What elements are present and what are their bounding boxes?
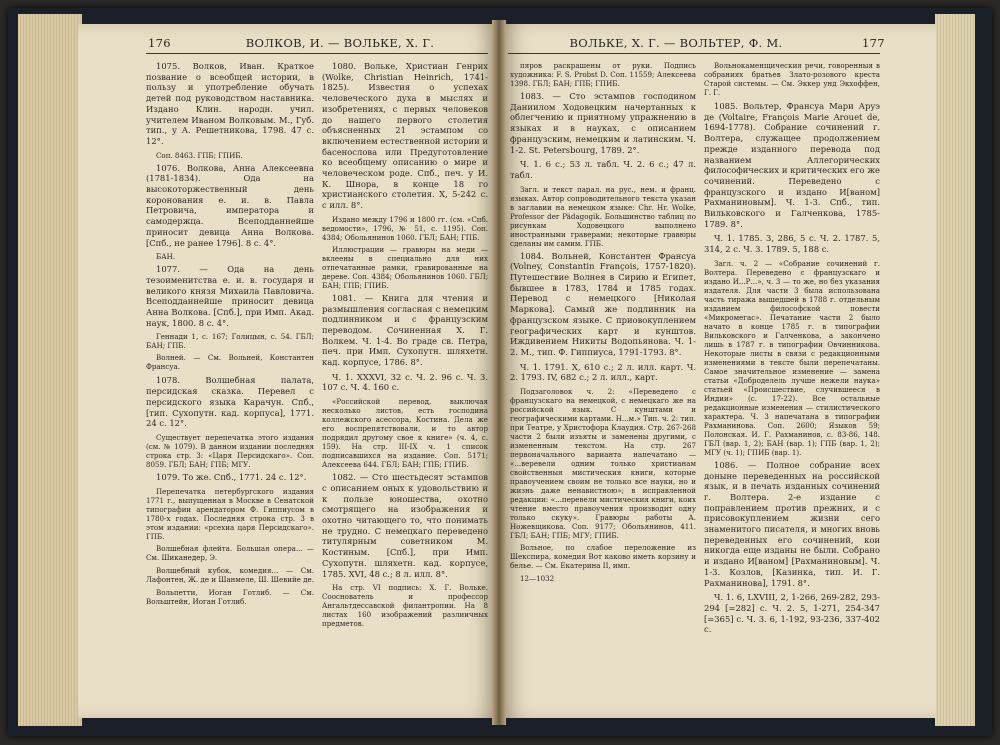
bibliographic-note: Подзаголовок ч. 2: «Переведено с французскаго на немецкой, с немецкаго же на российской язык. С кунштами и географическими картами. Н...м.» Тип. ч. 2: тип. при Театре, у Христофора Клаудия. Стр. 267-268 части 2 были изъяты и заменены другими, с измененным текстом. На стр. 267 первоначального варианта напечатано — «...веревели одним только христианам свойственныя мистическия книги, которые правоучением своим не только все науки, но и жизнь даже ненавистною»; в исправленной редакции: «...перевели мистическия книги, коих чтение вместо правоучения производит одну только скуку». Гравюры работы А. Ножевщикова. Соп. 9177; Обольянинов, 411. ГБЛ; БАН; ГПБ; МГУ; ГПИБ. [510, 387, 696, 541]
cross-reference: Волней. — См. Вольней, Константен Франсуа. [146, 353, 314, 372]
catalog-entry: Ч. 1. XXXVI, 32 с. Ч. 2. 96 с. Ч. 3. 107 с. Ч. 4. 160 с. [322, 371, 488, 393]
catalog-entry: 1076. Волкова, Анна Алексеевна (1781-1834). Ода на высокоторжественный день коронования е. и. в. Павла Петровича, императора и самодержца. Всеподданнейше приносит девица Анна Волкова. [Спб., не ранее 1796]. 8 с. 4°. [146, 162, 314, 248]
cross-reference: Вольпетти, Иоган Готлиб. — См. Вольштейн, Иоган Готлиб. [146, 587, 314, 606]
bibliographic-note: Издано между 1796 и 1800 гг. (см. «Спб. ведомости», 1796, № 51, с. 1195). Соп. 4384; Обольянинов 1060. ГБЛ; БАН; ГПБ. [322, 214, 488, 242]
bibliographic-note: Иллюстрации — гравюры на меди — вклеены в специально для них отпечатанные рамки, гравированные на дереве. Соп. 4384; Обольянинов 1060. ГБЛ; БАН; ГПБ; ГПИБ. [322, 244, 488, 290]
cross-reference: Вольнокаменщическия речи, говоренныя в собраниях братьев Злато-розового креста Старой системы. — См. Эккер унд Экхоффен, Г. Г. [704, 61, 880, 97]
catalog-entry: 1082. — Сто шестьдесят эстампов с описанием оных к удовольствию и к пользе юношества, охотно смотрящего на изображения и охотно читающего то, что понимать не трудно. С немецкаго переведено титулярным советником М. Костиным. [Спб.], при Имп. Сухопутн. шляхетн. кад. корпусе, 1785. XVI, 48 с.; 8 л. илл. 8°. [322, 472, 488, 579]
left-column-2 [322, 61, 488, 631]
bibliographic-note: Соп. 8463. ГПБ; ГПИБ. [156, 150, 243, 160]
catalog-entry: 1085. Вольтер, Франсуа Мари Аруэ де (Voltaire, François Marie Arouet de, 1694-1778). Собрание сочинений г. Волтера, служащее продолжением прежде изданного перевода под названием Аллегорических философических и критических его же сочинений. Переведено с французского и издано И[ваном] Рахманиновым]. Ч. 1-3. Спб., тип. Вильковского и Галченкова, 1785-1789. 8°. [704, 101, 880, 229]
catalog-entry: Ч. 1. 1785. 3, 286, 5 с. Ч. 2. 1787. 5, 314, 2 с. Ч. 3. 1789. 5, 188 с. [704, 233, 880, 255]
bibliographic-note: 12—1032 [520, 574, 555, 584]
bibliographic-note: Загл. ч. 2 — «Собрание сочинений г. Волтера. Переведено с французскаго и издано И...Р...», ч. 3 — то же, но без указания издателя. Для части 3 была использована часть тиража вышедшей в 1788 г. отдельным изданием философской повести «Микромегас». Печатание части 2 было начато в конце 1785 г. в типографии Вильковского и Галченкова, а закончено лишь в 1787 г. в типографии Овчинникова. Некоторые листы в связи с редакционными изменениями в тексте были перепечатаны. Самое значительное изменение — замена статьи «Доброделель лучше нежели наука» статьей «Происшествие, случившееся в Индии» (с. 17-22). Все остальные редакционные изменения — стилистического характера. Ч. 3 напечатана в типографии Рахманинова. Соп. 2600; Языков 59; Полонская. И. Г. Рахманинов, с. 83-86, 148. ГБЛ (вар. 1, 2); БАН (вар. 1); ГПБ (вар. 1, 2); МГУ (ч. 1); ГПИБ (вар. 1). [704, 258, 880, 457]
catalog-entry: 1079. То же. Спб., 1771. 24 с. 12°. [156, 471, 307, 482]
bibliographic-note: пяров раскрашены от руки. Подпись художника: F. S. Probst D. Соп. 11559; Алексеева 1398. ГБЛ; БАН; ГПБ; ГПИБ. [510, 61, 696, 88]
bibliographic-note: БАН. [156, 252, 176, 262]
book-gutter [492, 20, 506, 725]
catalog-entry: 1083. — Сто эстампов господином Даниилом Ходовецким начертанных к облегчению и приятному упражнению в языках и в науках, с описанием французским, немецким и латинским. Ч. 1-2. St. Petersbourg, 1789. 2°. [510, 91, 696, 155]
page-edges-right [935, 14, 975, 726]
bibliographic-note: Геннади 1, с. 167; Голицын, с. 54. ГБЛ; БАН; ГПБ. [146, 332, 314, 351]
catalog-entry: 1080. Вольке, Христиан Генрих (Wolke, Christian Heinrich, 1741-1825). Известия о успехах человеческого духа в мыслях и изобретениях, с первых человеков до нашего первого столетия объясненных 21 эстампом со включением естественной истории и басенослова или Предуготовление ко всеобщему описанию о мире и человеческом роде. Спб., печ. у И. К. Шнора, в конце 18 го христианского столетия. X, 5-242 с. с илл. 8°. [322, 61, 488, 211]
catalog-entry: 1078. Волшебная палата, персидская сказка. Перевел с персидского языка Карачун. Спб., [тип. Сухопутн. кад. корпуса], 1771. 24 с. 12°. [146, 375, 314, 429]
right-running-head: ВОЛЬКЕ, Х. Г. — ВОЛЬТЕР, Ф. М. [569, 36, 783, 50]
catalog-entry: 1077. — Ода на день тезоименитства е. и. в. государя и великого князя Михаила Павловича. Всеподданнейше приносит девица Анна Волкова. [Спб.], при Имп. Акад. наук, 1800. 8 с. 4°. [146, 264, 314, 328]
left-running-head: ВОЛКОВ, И. — ВОЛЬКЕ, Х. Г. [245, 36, 435, 50]
bibliographic-note: Загл. и текст парал. на рус., нем. и франц. языках. Автор сопроводительного текста указан в заглавии на немецком языке: Chr. Hr. Wolke, Professor der Pädagogik. Большинство таблиц по рисункам Ходовецкого выполнено иностранными граверами; некоторые гравюры сделаны им самим. ГПБ. [510, 184, 696, 248]
right-column-2 [704, 61, 880, 639]
catalog-entry: 1086. — Полное собрание всех доныне переведенных на российской язык, и в печать изданных сочинений г. Волтера. 2-е издание с поправлением против прежних, и с присовокуплением жизни сего знаменитого писателя, и многих вновь переведенных его сочинений, кои никогда еще изданы не были. Собрано и издано И[ваном] [Рахманиновым]. Ч. 1-3. Козлов, [Казинка, тип. И. Г. Рахманинова], 1791. 8°. [704, 459, 880, 588]
page-edges-left [18, 14, 82, 726]
cross-reference: Волшебная флейта. Большая опера... — См. Шиканедер, Э. [146, 543, 314, 562]
cross-reference: Вольное, по слабое переложение из Шекспира, комедия Вот каково иметь корзину и белье. — См. Екатерина II, имп. [510, 543, 696, 571]
catalog-entry: 1081. — Книга для чтения и размышления согласная с немецким подлинником и с французским переводом. Сочиненная Х. Г. Волкем. Ч. 1-4. Во граде св. Петра, печ. при Имп. Сухопутн. шляхетн. кад. корпусе, 1786. 8°. [322, 292, 488, 368]
bibliographic-note: Существует перепечатка этого издания (см. № 1079). В данном издании последняя строка стр. 3: «Царя Персидскаго». Соп. 8059. ГБЛ; БАН; ГПБ; МГУ. [146, 432, 314, 469]
right-page-number: 177 [862, 36, 885, 50]
bibliographic-note: На стр. VI подпись: Х. Г. Вольке. Сооснователь и профессор Ангальтдессавской филантропии. На 8 листах 160 изображений разлиичных предметов. [322, 583, 488, 629]
catalog-entry: Ч. 1. 6 с.; 53 л. табл. Ч. 2. 6 с.; 47 л. табл. [510, 159, 696, 180]
left-header-rule [146, 53, 488, 54]
left-column-1 [146, 61, 314, 610]
catalog-entry: Ч. 1. 6, LXVIII, 2, 1-266, 269-282, 293-294 [=282] с. Ч. 2. 5, 1-271, 254-347 [=365] с. Ч. 3. 6, 1-192, 93-236, 337-402 с. [704, 592, 880, 635]
cross-reference: Волшебный кубок, комедия... — См. Лафонтен, Ж. де и Шанмеле, Ш. Шевийе де. [146, 565, 314, 584]
bibliographic-note: «Российской перевод, выключая несколько листов, есть господина коллежского асессора, Костина. Дела же его воспрепятствовали, и то автор подрядил другому свое к книге» (ч. 4, с. 159). На стр. III-IX ч. 1 список подписавшихся на издание. Соп. 5171; Алексеева 644. ГБЛ; БАН; ГПБ; ГПИБ. [322, 397, 488, 470]
bibliographic-note: Перепечатка петербургского издания 1771 г., выпущенная в Москве в Сенатской типографии арендатором Ф. Гиппиусом в 1780-х годах. Последняя строка стр. 3 в этом издании: «рсехиа царя Персидскаго». ГПБ. [146, 486, 314, 541]
left-page-number: 176 [148, 36, 171, 50]
catalog-entry: 1084. Вольней, Константен Франсуа (Volney, Constantin François, 1757-1820). Путешествие Волнея в Сирию и Египет, бывшее в 1783, 1784 и 1785 годах. Перевод с немецкого [Николая Маркова]. Самый же подлинник на французском языке. С приовокуплением географических карт и кунштов. Иждивением Никиты Водопьянова. Ч. 1-2. М., тип. Ф. Гиппиуса, 1791-1793. 8°. [510, 250, 696, 357]
catalog-entry: Ч. 1. 1791. X, 610 с.; 2 л. илл. карт. Ч. 2. 1793. IV, 682 с.; 2 л. илл., карт. [510, 361, 696, 383]
catalog-entry: 1075. Волков, Иван. Краткое позвание о всеобщей истории, в пользу и употребление обучать детей под руководством наставника. Издано Клин. народн. учил. учителем Иваном Волковым. М., Губ. тип., у А. Решетникова, 1798. 47 с. 12°. [146, 61, 314, 146]
right-header-rule [508, 53, 880, 54]
right-column-1 [510, 61, 696, 586]
